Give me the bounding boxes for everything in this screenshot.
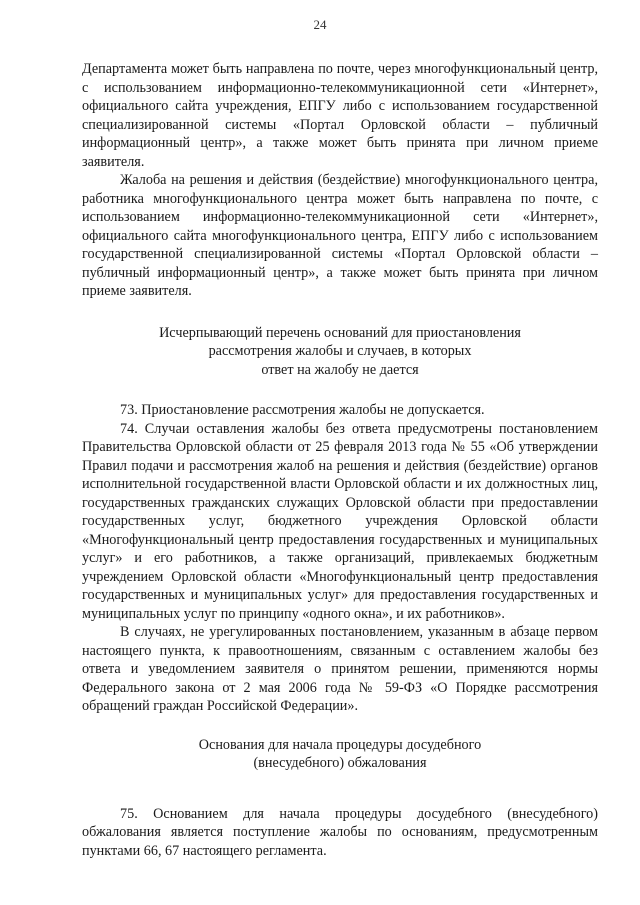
paragraph-73: 73. Приостановление рассмотрения жалобы не допускается. bbox=[120, 402, 485, 418]
document-body bbox=[82, 60, 598, 860]
heading-line: (внесудебного) обжалования bbox=[253, 755, 427, 771]
paragraph-75: 75. Основанием для начала процедуры досудебного (внесудебного) обжалования является поступление жалобы по основаниям, предусмотренным пунктами 66, 67 настоящего регламента. bbox=[82, 805, 598, 859]
paragraph-74: 74. Случаи оставления жалобы без ответа предусмотрены постановлением Правительства Орловской области от 25 февраля 2013 года № 55 «Об утверждении Правил подачи и рассмотрения жалоб на решения и действия (бездействие) органов исполнительной государственной власти Орловской области и их должностных лиц, государственных гражданских служащих Орловской области при предоставлении государственных услуг, бюджетного учреждения Орловской области «Многофункциональный центр предоставления государственных и муниципальных услуг» и его работников, а также организаций, привлекаемых бюджетным учреждением Орловской области «Многофункциональный центр предоставления государственных и муниципальных услуг» для предоставления государственных и муниципальных услуг по принципу «одного окна», и их работников». bbox=[82, 420, 598, 622]
heading-line: Исчерпывающий перечень оснований для приостановления bbox=[159, 324, 521, 341]
heading-line: рассмотрения жалобы и случаев, в которых bbox=[208, 343, 472, 359]
heading-line: Основания для начала процедуры досудебного bbox=[198, 736, 482, 753]
section-heading-suspension bbox=[82, 324, 598, 380]
paragraph-74-cases: В случаях, не урегулированных постановлением, указанным в абзаце первом настоящего пункта, к правоотношениям, связанным с оставлением жалобы без ответа и уведомлением заявителя о принятом решении, применяются нормы Федерального закона от 2 мая 2006 года № 59-ФЗ «О Порядке рассмотрения обращений граждан Российской Федерации». bbox=[82, 624, 598, 714]
paragraph-continuation: Департамента может быть направлена по почте, через многофункциональный центр, с использованием информационно-телекоммуникационной сети «Интернет», официального сайта учреждения, ЕПГУ либо с использованием государственной специализированной системы «Портал Орловской области – публичный информационный центр», а также может быть принята при личном приеме заявителя. bbox=[82, 61, 598, 170]
page-number: 24 bbox=[313, 17, 327, 32]
heading-line: ответ на жалобу не дается bbox=[261, 361, 419, 378]
section-heading-appeal bbox=[82, 736, 598, 773]
paragraph-mfc-complaint: Жалоба на решения и действия (бездействие) многофункционального центра, работника многофункционального центра может быть направлена по почте, с использованием информационно-телекоммуникационной сети «Интернет», официального сайта многофункционального центра, ЕПГУ либо с использованием государственной специализированной системы «Портал Орловской области – публичный информационный центр», а также может быть принята при личном приеме заявителя. bbox=[82, 172, 598, 299]
